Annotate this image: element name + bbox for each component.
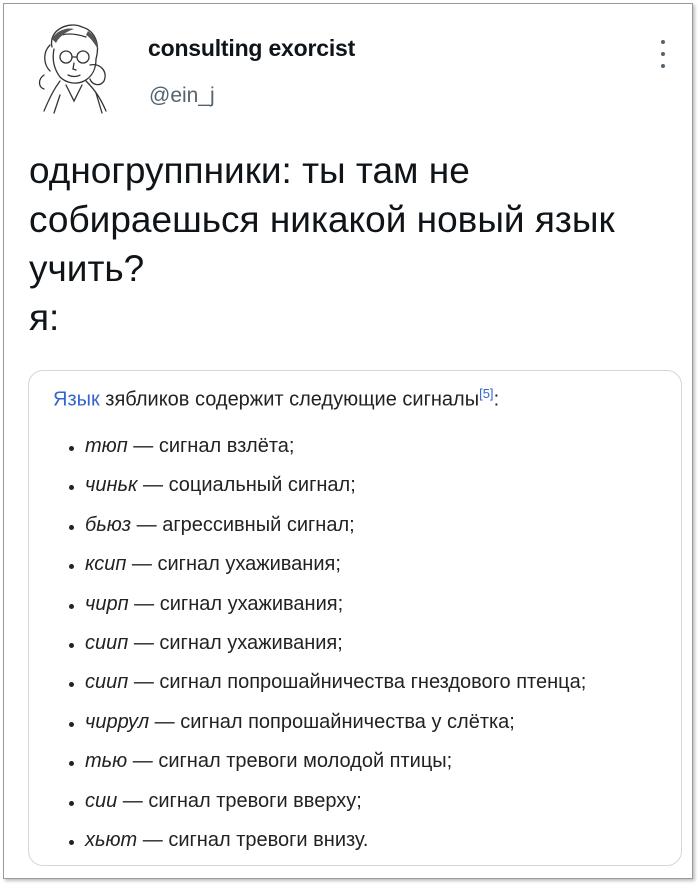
intro-text: зябликов содержит следующие сигналы — [99, 388, 480, 411]
dot — [661, 64, 665, 68]
call-description: — сигнал тревоги вверху; — [117, 789, 362, 812]
footnote-link[interactable]: [5] — [479, 386, 494, 401]
intro-colon: : — [493, 388, 500, 411]
wiki-screenshot-card[interactable] — [28, 370, 682, 866]
call-description: — сигнал ухаживания; — [126, 553, 341, 576]
tweet-line: я: — [29, 297, 60, 338]
dot — [661, 40, 665, 44]
signal-list — [69, 435, 586, 868]
list-item — [69, 790, 586, 829]
list-item — [69, 632, 586, 671]
list-item — [69, 435, 586, 474]
wiki-intro — [53, 386, 499, 412]
call-description: — сигнал ухаживания; — [128, 631, 343, 654]
tweet-text — [29, 146, 679, 342]
call-description: — сигнал взлёта; — [127, 435, 295, 457]
sketch-portrait-avatar-icon — [30, 19, 122, 115]
list-item — [69, 553, 586, 592]
call-term: чиньк — [85, 474, 138, 497]
call-term: бьюз — [85, 513, 132, 536]
list-item — [69, 711, 586, 750]
call-description: — агрессивный сигнал; — [131, 513, 355, 536]
tweet-line: учить? — [29, 248, 145, 289]
author-handle[interactable]: @ein_j — [149, 84, 215, 107]
call-term: хьют — [85, 828, 138, 851]
author-display-name[interactable]: consulting exorcist — [148, 35, 356, 61]
list-item — [69, 750, 586, 789]
call-description: — социальный сигнал; — [137, 474, 356, 497]
list-item — [69, 474, 586, 513]
call-description: — сигнал ухаживания; — [128, 592, 344, 615]
call-term: чиррул — [85, 710, 150, 733]
language-link[interactable]: Язык — [53, 388, 100, 411]
call-term: чирп — [85, 592, 129, 615]
list-item — [69, 829, 586, 868]
list-item — [69, 514, 586, 553]
screenshot-frame — [3, 3, 693, 879]
call-description: — сигнал тревоги молодой птицы; — [127, 750, 453, 773]
list-item — [69, 593, 586, 632]
call-description: — сигнал тревоги внизу. — [137, 828, 369, 851]
dot — [661, 52, 665, 56]
call-term: сиип — [85, 671, 129, 694]
avatar[interactable] — [30, 19, 122, 115]
call-term: сиип — [85, 631, 129, 654]
call-description: — сигнал попрошайничества гнездового птенца; — [128, 671, 587, 694]
call-term: тью — [85, 750, 128, 773]
list-item — [69, 671, 586, 710]
more-options-icon[interactable] — [658, 40, 668, 68]
call-description: — сигнал попрошайничества у слётка; — [149, 710, 515, 733]
call-term: сии — [85, 789, 118, 812]
call-term: тюп — [85, 435, 128, 457]
call-term: ксип — [85, 553, 127, 576]
tweet-line: собираешься никакой новый язык — [29, 199, 615, 240]
tweet-line: одногруппники: ты там не — [29, 150, 470, 191]
